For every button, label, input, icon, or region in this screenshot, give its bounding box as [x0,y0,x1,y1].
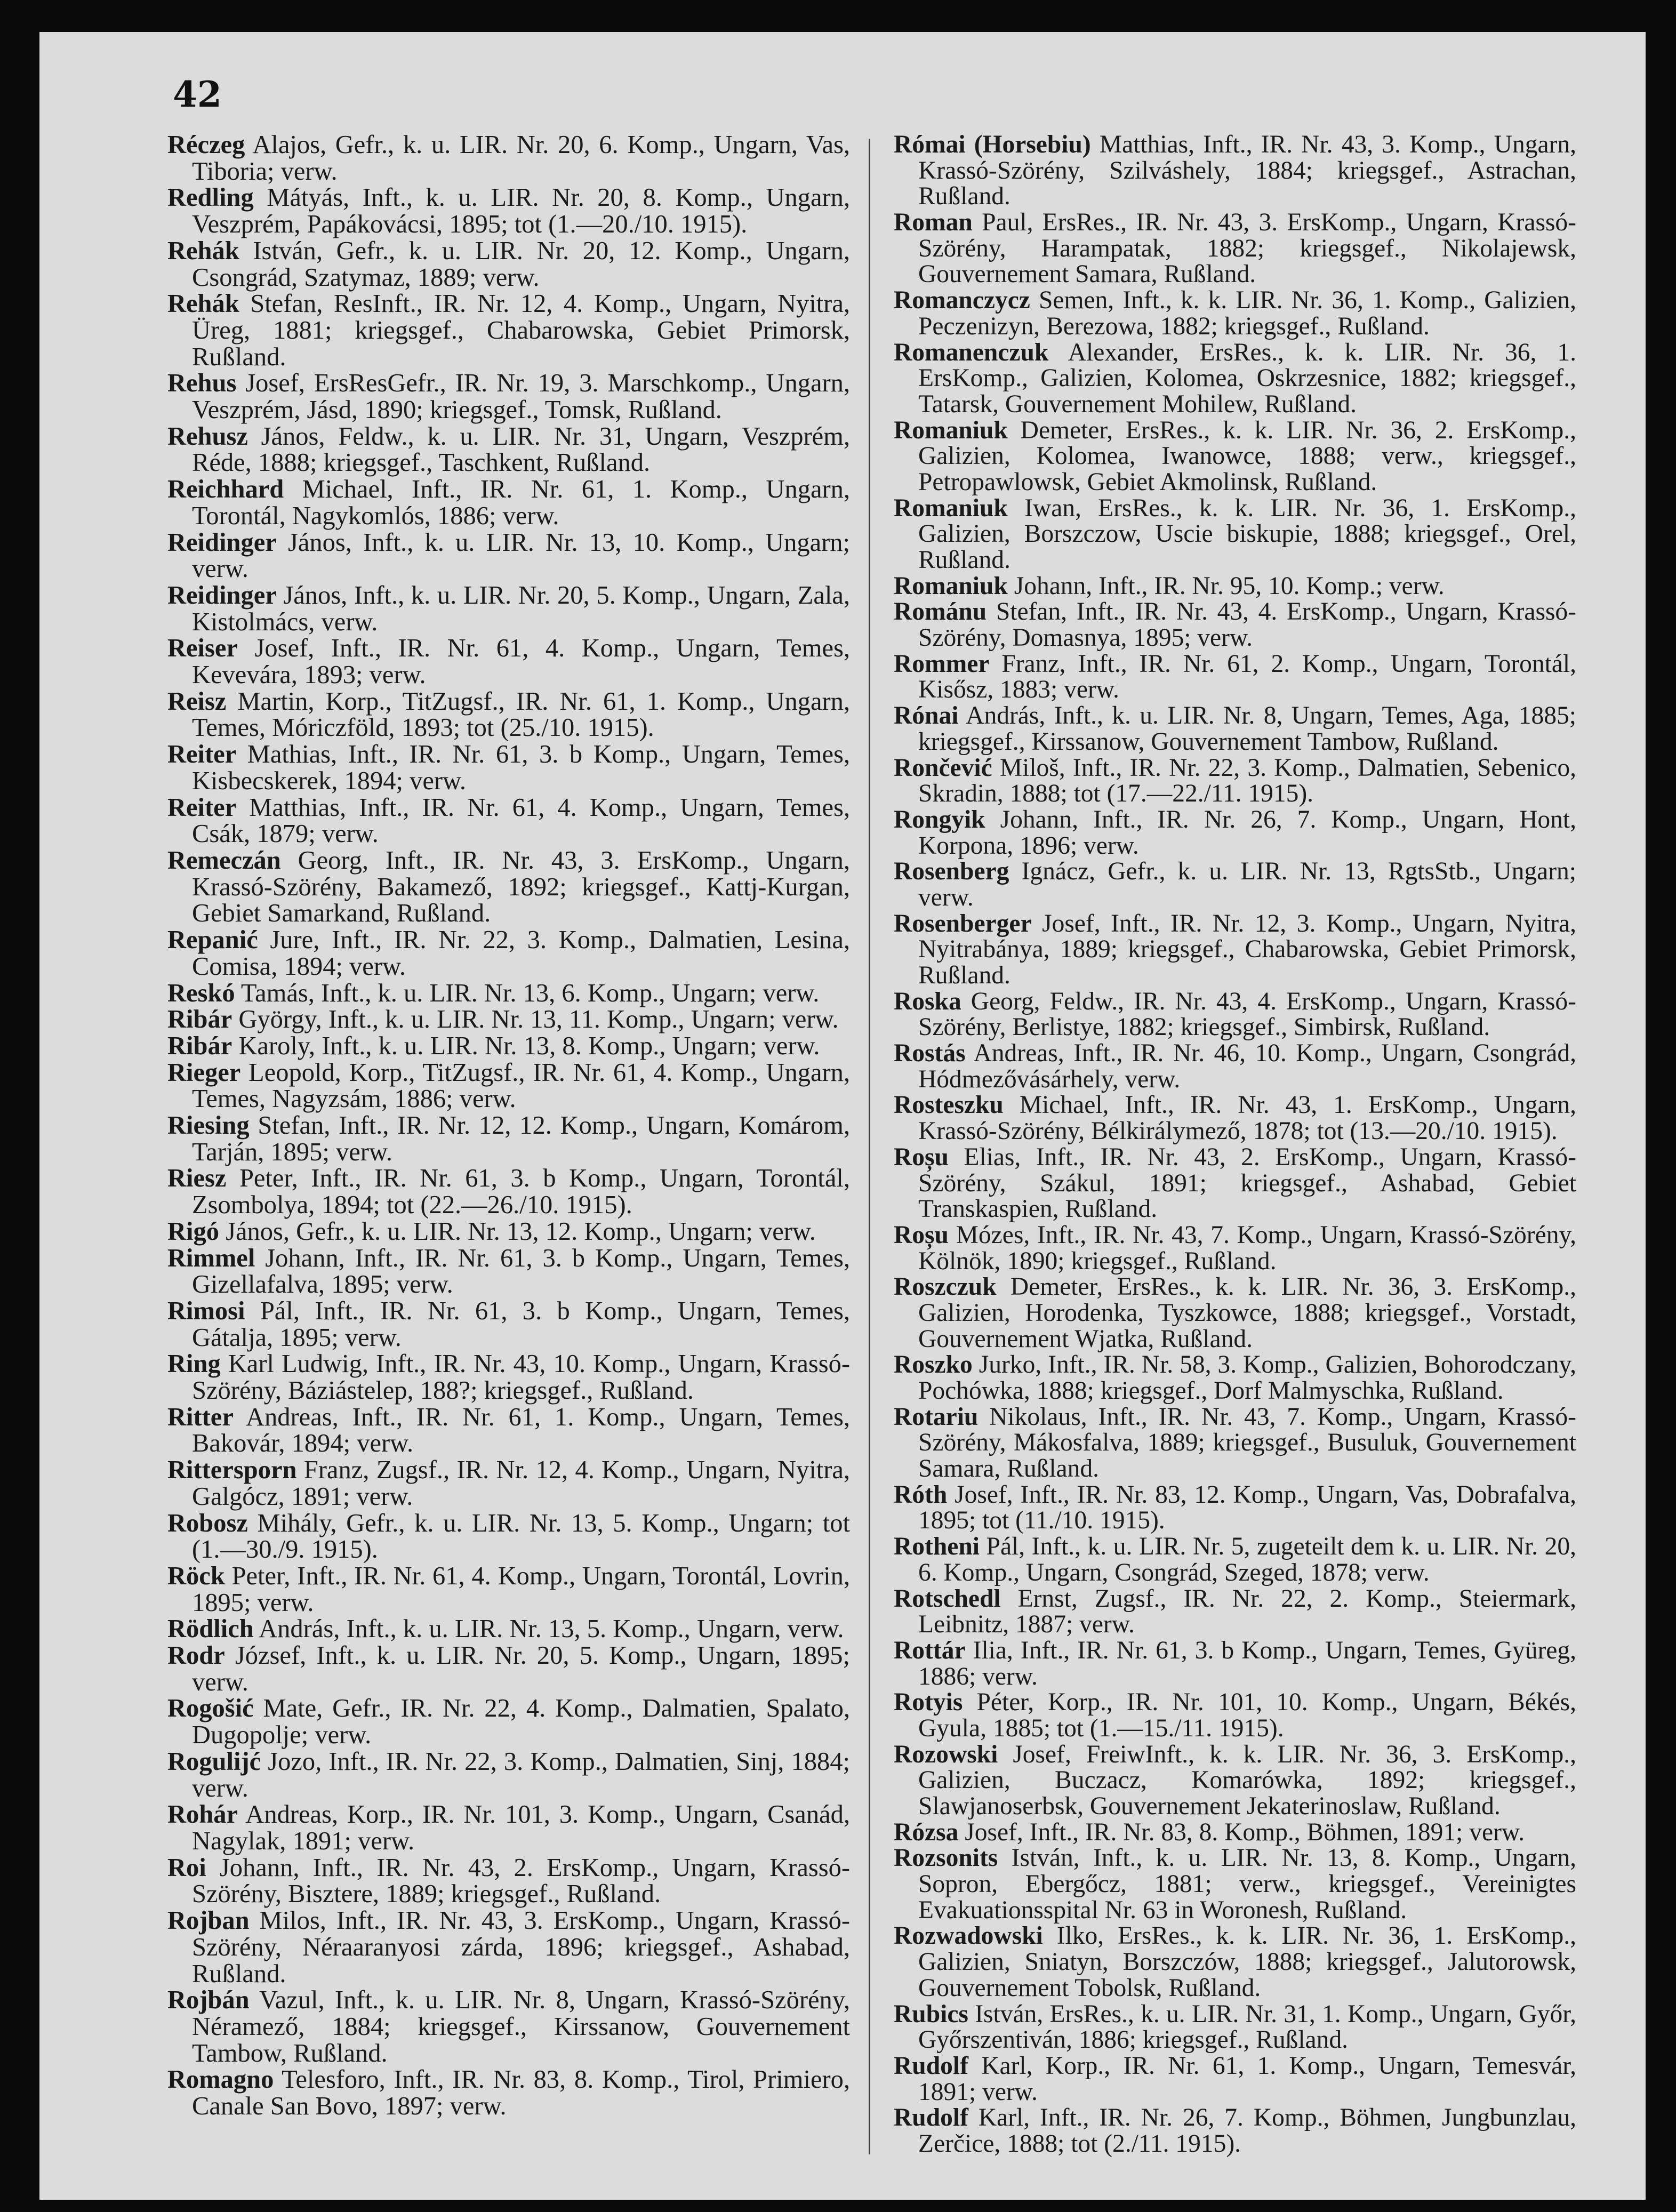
entry-surname: Ribár [167,1031,232,1060]
entry-details: Josef, FreiwInft., k. k. LIR. Nr. 36, 3. ErsKomp., Galizien, Buczacz, Komarówka, 1892; kriegsgef., Slawjanoserbsk, Gouvernement Jekaterinoslaw, Rußland. [918,1740,1576,1820]
entry-details: Johann, Inft., IR. Nr. 95, 10. Komp.; verw. [1007,572,1445,600]
entry-surname: Roszczuk [894,1273,997,1301]
list-item [894,755,1576,807]
list-item [167,1616,850,1642]
entry-surname: Rostás [894,1039,966,1068]
entry-details: György, Inft., k. u. LIR. Nr. 13, 11. Komp., Ungarn; verw. [232,1005,839,1034]
list-item [167,1908,850,1987]
entry-details: András, Inft., k. u. LIR. Nr. 8, Ungarn, Temes, Aga, 1885; kriegsgef., Kirssanow, Gouvernement Tambow, Rußland. [918,702,1576,756]
entry-surname: Rónai [894,702,959,730]
list-item [167,423,850,476]
entry-details: Peter, Inft., IR. Nr. 61, 4. Komp., Ungarn, Torontál, Lovrin, 1895; verw. [192,1561,850,1617]
list-item [167,185,850,237]
entry-details: Johann, Inft., IR. Nr. 61, 3. b Komp., Ungarn, Temes, Gizellafalva, 1895; verw. [192,1244,850,1299]
list-item [894,1845,1576,1923]
page [39,32,1646,2200]
entry-details: Mátyás, Inft., k. u. LIR. Nr. 20, 8. Komp., Ungarn, Veszprém, Papákovácsi, 1895; tot (1.—20./10. 1915). [192,183,850,239]
entry-surname: Rotariu [894,1402,979,1431]
entry-surname: Rimosi [167,1296,245,1325]
entry-details: Vazul, Inft., k. u. LIR. Nr. 8, Ungarn, Krassó-Szörény, Néramező, 1884; kriegsgef., Kirssanow, Gouvernement Tambow, Rußland. [192,1986,850,2067]
list-item [894,287,1576,339]
list-item [167,1298,850,1351]
list-item [894,1742,1576,1820]
list-item [167,291,850,370]
list-item [894,703,1576,755]
entry-details: Franz, Inft., IR. Nr. 61, 2. Komp., Ungarn, Torontál, Kisősz, 1883; verw. [918,650,1576,704]
entry-surname: Rehus [167,369,237,398]
list-item [167,582,850,635]
entry-details: János, Inft., k. u. LIR. Nr. 20, 5. Komp., Ungarn, Zala, Kistolmács, verw. [192,581,850,636]
list-item [894,1820,1576,1846]
list-item [894,1092,1576,1144]
entry-surname: Rehák [167,236,239,265]
entry-surname: Rehák [167,290,239,318]
entry-details: István, Inft., k. u. LIR. Nr. 13, 8. Komp., Ungarn, Sopron, Ebergőcz, 1881; verw., kriegsgef., Vereinigtes Evakuationsspital Nr. 63 in Woronesh, Rußland. [918,1844,1576,1924]
list-item [167,1987,850,2066]
entry-surname: Rieger [167,1058,241,1087]
entry-surname: Rosenberg [894,857,1009,886]
entry-surname: Reiter [167,793,237,822]
entry-surname: Rosenberger [894,909,1032,937]
list-item [894,1923,1576,2001]
entry-surname: Riesing [167,1111,250,1140]
entry-details: Mate, Gefr., IR. Nr. 22, 4. Komp., Dalmatien, Spalato, Dugopolje; verw. [192,1694,850,1750]
entry-details: István, ErsRes., k. u. LIR. Nr. 31, 1. Komp., Ungarn, Győr, Győrszentiván, 1886; kriegsgef., Rußland. [918,2000,1576,2054]
entry-surname: Redling [167,183,254,212]
entry-surname: Romaniuk [894,572,1008,600]
entry-surname: Ribár [167,1005,232,1034]
list-item [167,370,850,423]
entry-details: Martin, Korp., TitZugsf., IR. Nr. 61, 1. Komp., Ungarn, Temes, Móriczföld, 1893; tot (25./10. 1915). [192,687,850,742]
entry-details: Ilia, Inft., IR. Nr. 61, 3. b Komp., Ungarn, Temes, Gyüreg, 1886; verw. [918,1636,1576,1690]
entry-details: Telesforo, Inft., IR. Nr. 83, 8. Komp., Tirol, Primiero, Canale San Bovo, 1897; verw. [192,2065,850,2121]
entry-details: Demeter, ErsRes., k. k. LIR. Nr. 36, 2. ErsKomp., Galizien, Kolomea, Iwanowce, 1888; verw., kriegsgef., Petropawlowsk, Gebiet Akmolinsk, Rußland. [918,416,1576,496]
entry-surname: Rozsonits [894,1844,998,1872]
entry-surname: Rogošić [167,1694,254,1723]
list-item [167,688,850,741]
list-item [167,1033,850,1060]
list-item [167,927,850,980]
entry-details: Michael, Inft., IR. Nr. 43, 1. ErsKomp., Ungarn, Krassó-Szörény, Bélkirálymező, 1878; tot (13.—20./10. 1915). [918,1091,1576,1145]
entry-details: Semen, Inft., k. k. LIR. Nr. 36, 1. Komp., Galizien, Peczenizyn, Berezowa, 1882; kriegsgef., Rußland. [918,286,1576,340]
entry-surname: Rózsa [894,1818,959,1846]
entry-surname: Reisz [167,687,227,716]
entry-details: János, Gefr., k. u. LIR. Nr. 13, 12. Komp., Ungarn; verw. [219,1217,816,1246]
entry-surname: Röck [167,1561,225,1590]
list-item [167,980,850,1007]
entry-surname: Rotyis [894,1688,963,1717]
entry-surname: Rosteszku [894,1091,1004,1119]
list-item [167,132,850,185]
list-item [167,1695,850,1748]
entry-details: János, Inft., k. u. LIR. Nr. 13, 10. Komp., Ungarn; verw. [192,528,850,583]
entry-details: Jure, Inft., IR. Nr. 22, 3. Komp., Dalmatien, Lesina, Comisa, 1894; verw. [192,926,850,981]
list-item [894,1404,1576,1482]
list-item [894,807,1576,859]
entry-details: Pál, Inft., IR. Nr. 61, 3. b Komp., Ungarn, Temes, Gátalja, 1895; verw. [192,1296,850,1352]
entry-surname: Rubics [894,2000,968,2028]
list-item [894,911,1576,989]
entry-details: Josef, Inft., IR. Nr. 61, 4. Komp., Ungarn, Temes, Kevevára, 1893; verw. [192,634,850,690]
left-column [167,132,850,2120]
entry-details: Milos, Inft., IR. Nr. 43, 3. ErsKomp., Ungarn, Krassó-Szörény, Néraaranyosi zárda, 1896; kriegsgef., Ashabad, Rußland. [192,1906,850,1988]
entry-details: Matthias, Inft., IR. Nr. 61, 4. Komp., Ungarn, Temes, Csák, 1879; verw. [192,793,850,848]
entry-surname: Rodr [167,1641,225,1670]
entry-details: Miloš, Inft., IR. Nr. 22, 3. Komp., Dalmatien, Sebenico, Skradin, 1888; tot (17.—22./11. 1915). [918,754,1576,808]
entry-details: Alexander, ErsRes., k. k. LIR. Nr. 36, 1. ErsKomp., Galizien, Kolomea, Oskrzesnice, 1882; kriegsgef., Tatarsk, Gouvernement Mohilew, Rußland. [918,338,1576,418]
entry-details: Josef, Inft., IR. Nr. 83, 12. Komp., Ungarn, Vas, Dobrafalva, 1895; tot (11./10. 1915). [918,1480,1576,1535]
entry-details: Stefan, Inft., IR. Nr. 12, 12. Komp., Ungarn, Komárom, Tarján, 1895; verw. [192,1111,850,1166]
entry-surname: Reidinger [167,581,277,610]
entry-surname: Rudolf [894,2104,968,2132]
entry-surname: Római (Horsebiu) [894,131,1091,158]
entry-surname: Reiser [167,634,238,663]
entry-details: Mihály, Gefr., k. u. LIR. Nr. 13, 5. Komp., Ungarn; tot (1.—30./9. 1915). [192,1509,850,1564]
entry-surname: Rohár [167,1800,238,1829]
list-item [894,1040,1576,1092]
list-item [894,2053,1576,2105]
entry-surname: Réczeg [167,131,245,159]
entry-surname: Robosz [167,1509,248,1537]
entry-surname: Romanczycz [894,286,1030,315]
entry-surname: Romaniuk [894,494,1008,522]
entry-surname: Rongyik [894,805,985,833]
entry-details: Jurko, Inft., IR. Nr. 58, 3. Komp., Galizien, Bohorodczany, Pochówka, 1888; kriegsgef., Dorf Malmyschka, Rußland. [918,1351,1576,1405]
list-item [167,1457,850,1510]
entry-surname: Rittersporn [167,1456,297,1485]
entry-details: Ilko, ErsRes., k. k. LIR. Nr. 36, 1. ErsKomp., Galizien, Sniatyn, Borszczów, 1888; kriegsgef., Jalutorowsk, Gouvernement Tobolsk, Rußland. [918,1922,1576,2002]
entry-surname: Remeczán [167,846,281,875]
entry-details: Mózes, Inft., IR. Nr. 43, 7. Komp., Ungarn, Krassó-Szörény, Kölnök, 1890; kriegsgef., Rußland. [918,1221,1576,1275]
list-item [167,476,850,529]
list-item [894,495,1576,573]
entry-details: Nikolaus, Inft., IR. Nr. 43, 7. Komp., Ungarn, Krassó-Szörény, Mákosfalva, 1889; kriegsgef., Busuluk, Gouvernement Samara, Rußland. [918,1402,1576,1483]
entry-details: Josef, Inft., IR. Nr. 12, 3. Komp., Ungarn, Nyitra, Nyitrabánya, 1889; kriegsgef., Chabarowska, Gebiet Primorsk, Rußland. [918,909,1576,989]
entry-surname: Rommer [894,650,990,678]
list-item [894,1638,1576,1689]
entry-surname: Románu [894,598,987,626]
entry-details: András, Inft., k. u. LIR. Nr. 13, 5. Komp., Ungarn, verw. [253,1615,844,1644]
entry-surname: Reiter [167,740,237,769]
entry-details: Leopold, Korp., TitZugsf., IR. Nr. 61, 4. Komp., Ungarn, Temes, Nagyzsám, 1886; verw. [192,1058,850,1113]
list-item [167,1855,850,1908]
list-item [167,1112,850,1165]
list-item [167,1219,850,1245]
list-item [894,340,1576,418]
list-item [167,1245,850,1298]
entry-details: István, Gefr., k. u. LIR. Nr. 20, 12. Komp., Ungarn, Csongrád, Szatymaz, 1889; verw. [192,236,850,292]
list-item [894,599,1576,651]
list-item [167,1006,850,1033]
entry-details: Stefan, ResInft., IR. Nr. 12, 4. Komp., Ungarn, Nyitra, Üreg, 1881; kriegsgef., Chabarowska, Gebiet Primorsk, Rußland. [192,290,850,371]
entry-details: Johann, Inft., IR. Nr. 43, 2. ErsKomp., Ungarn, Krassó-Szörény, Bisztere, 1889; kriegsgef., Rußland. [192,1853,850,1909]
list-item [167,635,850,688]
entry-surname: Rimmel [167,1244,255,1272]
entry-surname: Rotschedl [894,1584,1001,1613]
list-item [167,1563,850,1616]
entry-details: Demeter, ErsRes., k. k. LIR. Nr. 36, 3. ErsKomp., Galizien, Horodenka, Tyszkowce, 1888; kriegsgef., Vorstadt, Gouvernement Wjatka, Rußland. [918,1273,1576,1353]
entry-surname: Roman [894,209,973,237]
list-item [167,530,850,582]
column-divider [869,139,870,2154]
entry-surname: Ring [167,1350,221,1379]
entry-surname: Rogulijć [167,1747,261,1776]
list-item [894,1689,1576,1741]
entry-details: Alajos, Gefr., k. u. LIR. Nr. 20, 6. Komp., Ungarn, Vas, Tiboria; verw. [192,131,850,186]
entry-details: Georg, Inft., IR. Nr. 43, 3. ErsKomp., Ungarn, Krassó-Szörény, Bakamező, 1892; kriegsgef., Kattj-Kurgan, Gebiet Samarkand, Rußland. [192,846,850,928]
entry-surname: Roșu [894,1221,949,1249]
entry-details: Ignácz, Gefr., k. u. LIR. Nr. 13, RgtsStb., Ungarn; verw. [918,857,1576,911]
list-item [167,1351,850,1404]
entry-surname: Rudolf [894,2051,968,2080]
list-item [167,1510,850,1563]
entry-surname: Rozowski [894,1740,998,1768]
list-item [167,1165,850,1218]
entry-details: Karl, Korp., IR. Nr. 61, 1. Komp., Ungarn, Temesvár, 1891; verw. [918,2051,1576,2106]
right-column [894,132,1576,2157]
list-item [894,210,1576,287]
entry-surname: Romaniuk [894,416,1008,444]
entry-details: Elias, Inft., IR. Nr. 43, 2. ErsKomp., Ungarn, Krassó-Szörény, Szákul, 1891; kriegsgef., Ashabad, Gebiet Transkaspien, Rußland. [918,1143,1576,1223]
entry-details: József, Inft., k. u. LIR. Nr. 20, 5. Komp., Ungarn, 1895; verw. [192,1641,850,1696]
entry-details: Josef, Inft., IR. Nr. 83, 8. Komp., Böhmen, 1891; verw. [958,1818,1525,1846]
entry-surname: Rozwadowski [894,1922,1043,1950]
entry-surname: Reskó [167,979,235,1007]
entry-details: Josef, ErsResGefr., IR. Nr. 19, 3. Marschkomp., Ungarn, Veszprém, Jásd, 1890; kriegsgef., Tomsk, Rußland. [192,369,850,424]
list-item [167,1404,850,1457]
entry-details: Jozo, Inft., IR. Nr. 22, 3. Komp., Dalmatien, Sinj, 1884; verw. [192,1747,850,1802]
list-item [894,418,1576,495]
entry-details: Karl Ludwig, Inft., IR. Nr. 43, 10. Komp., Ungarn, Krassó-Szörény, Báziástelep, 188?; kriegsgef., Rußland. [192,1350,850,1405]
list-item [167,741,850,794]
entry-surname: Romanenczuk [894,338,1049,366]
entry-surname: Rödlich [167,1615,254,1644]
list-item [894,132,1576,210]
entry-surname: Roi [167,1853,206,1882]
list-item [894,989,1576,1040]
entry-details: Andreas, Inft., IR. Nr. 46, 10. Komp., Ungarn, Csongrád, Hódmezővásárhely, verw. [918,1039,1576,1093]
list-item [167,847,850,927]
list-item [894,1352,1576,1404]
entry-details: Franz, Zugsf., IR. Nr. 12, 4. Komp., Ungarn, Nyitra, Galgócz, 1891; verw. [192,1456,850,1511]
entry-surname: Ritter [167,1402,234,1431]
list-item [894,2105,1576,2157]
entry-surname: Rojban [167,1906,250,1935]
list-item [167,1060,850,1112]
entry-surname: Reichhard [167,475,284,504]
entry-surname: Roșu [894,1143,949,1171]
list-item [167,1642,850,1695]
list-item [167,1801,850,1854]
entry-details: Michael, Inft., IR. Nr. 61, 1. Komp., Ungarn, Torontál, Nagykomlós, 1886; verw. [192,475,850,530]
entry-details: Péter, Korp., IR. Nr. 101, 10. Komp., Ungarn, Békés, Gyula, 1885; tot (1.—15./11. 1915). [918,1688,1576,1742]
entry-details: Matthias, Inft., IR. Nr. 43, 3. Komp., Ungarn, Krassó-Szörény, Szilváshely, 1884; kriegsgef., Astrachan, Rußland. [918,131,1576,211]
entry-details: Mathias, Inft., IR. Nr. 61, 3. b Komp., Ungarn, Temes, Kisbecskerek, 1894; verw. [192,740,850,795]
list-item [894,1222,1576,1274]
entry-details: Andreas, Inft., IR. Nr. 61, 1. Komp., Ungarn, Temes, Bakovár, 1894; verw. [192,1402,850,1458]
list-item [894,1586,1576,1638]
list-item [894,859,1576,910]
entry-surname: Romagno [167,2065,274,2094]
entry-surname: Repanić [167,926,258,955]
entry-surname: Roszko [894,1351,973,1379]
entry-surname: Róth [894,1480,948,1509]
entry-surname: Rotheni [894,1533,980,1561]
entry-details: Johann, Inft., IR. Nr. 26, 7. Komp., Ungarn, Hont, Korpona, 1896; verw. [918,805,1576,860]
entry-details: Iwan, ErsRes., k. k. LIR. Nr. 36, 1. ErsKomp., Galizien, Borszczow, Uscie biskupie, 1888; kriegsgef., Orel, Rußland. [918,494,1576,574]
list-item [894,651,1576,703]
list-item [894,1144,1576,1222]
list-item [167,2066,850,2119]
entry-surname: Roska [894,987,961,1015]
list-item [894,1274,1576,1352]
entry-surname: Rončević [894,754,992,782]
entry-surname: Reidinger [167,528,277,557]
page-number: 42 [173,74,222,115]
entry-surname: Riesz [167,1164,227,1193]
entry-details: Karl, Inft., IR. Nr. 26, 7. Komp., Böhmen, Jungbunzlau, Zerčice, 1888; tot (2./11. 1915). [918,2104,1576,2158]
list-item [894,1534,1576,1585]
list-item [167,795,850,847]
entry-details: Andreas, Korp., IR. Nr. 101, 3. Komp., Ungarn, Csanád, Nagylak, 1891; verw. [192,1800,850,1855]
entry-surname: Rehusz [167,422,248,451]
entry-details: Pál, Inft., k. u. LIR. Nr. 5, zugeteilt dem k. u. LIR. Nr. 20, 6. Komp., Ungarn, Csongrád, Szeged, 1878; verw. [918,1533,1576,1586]
entry-details: Stefan, Inft., IR. Nr. 43, 4. ErsKomp., Ungarn, Krassó-Szörény, Domasnya, 1895; verw. [918,598,1576,652]
list-item [167,238,850,291]
entry-details: Paul, ErsRes., IR. Nr. 43, 3. ErsKomp., Ungarn, Krassó-Szörény, Harampatak, 1882; kriegsgef., Nikolajewsk, Gouvernement Samara, Rußland. [918,209,1576,288]
entry-details: Tamás, Inft., k. u. LIR. Nr. 13, 6. Komp., Ungarn; verw. [235,979,820,1007]
entry-details: Georg, Feldw., IR. Nr. 43, 4. ErsKomp., Ungarn, Krassó-Szörény, Berlistye, 1882; kriegsgef., Simbirsk, Rußland. [918,987,1576,1041]
entry-surname: Rottár [894,1636,966,1664]
entry-details: János, Feldw., k. u. LIR. Nr. 31, Ungarn, Veszprém, Réde, 1888; kriegsgef., Taschkent, Rußland. [192,422,850,477]
list-item [894,573,1576,599]
entry-details: Peter, Inft., IR. Nr. 61, 3. b Komp., Ungarn, Torontál, Zsombolya, 1894; tot (22.—26./10. 1915). [192,1164,850,1220]
list-item [167,1749,850,1801]
list-item [894,2001,1576,2053]
entry-surname: Rojbán [167,1986,250,2015]
entry-surname: Rigó [167,1217,219,1246]
entry-details: Karoly, Inft., k. u. LIR. Nr. 13, 8. Komp., Ungarn; verw. [232,1031,820,1060]
list-item [894,1482,1576,1534]
entry-details: Ernst, Zugsf., IR. Nr. 22, 2. Komp., Steiermark, Leibnitz, 1887; verw. [918,1584,1576,1639]
